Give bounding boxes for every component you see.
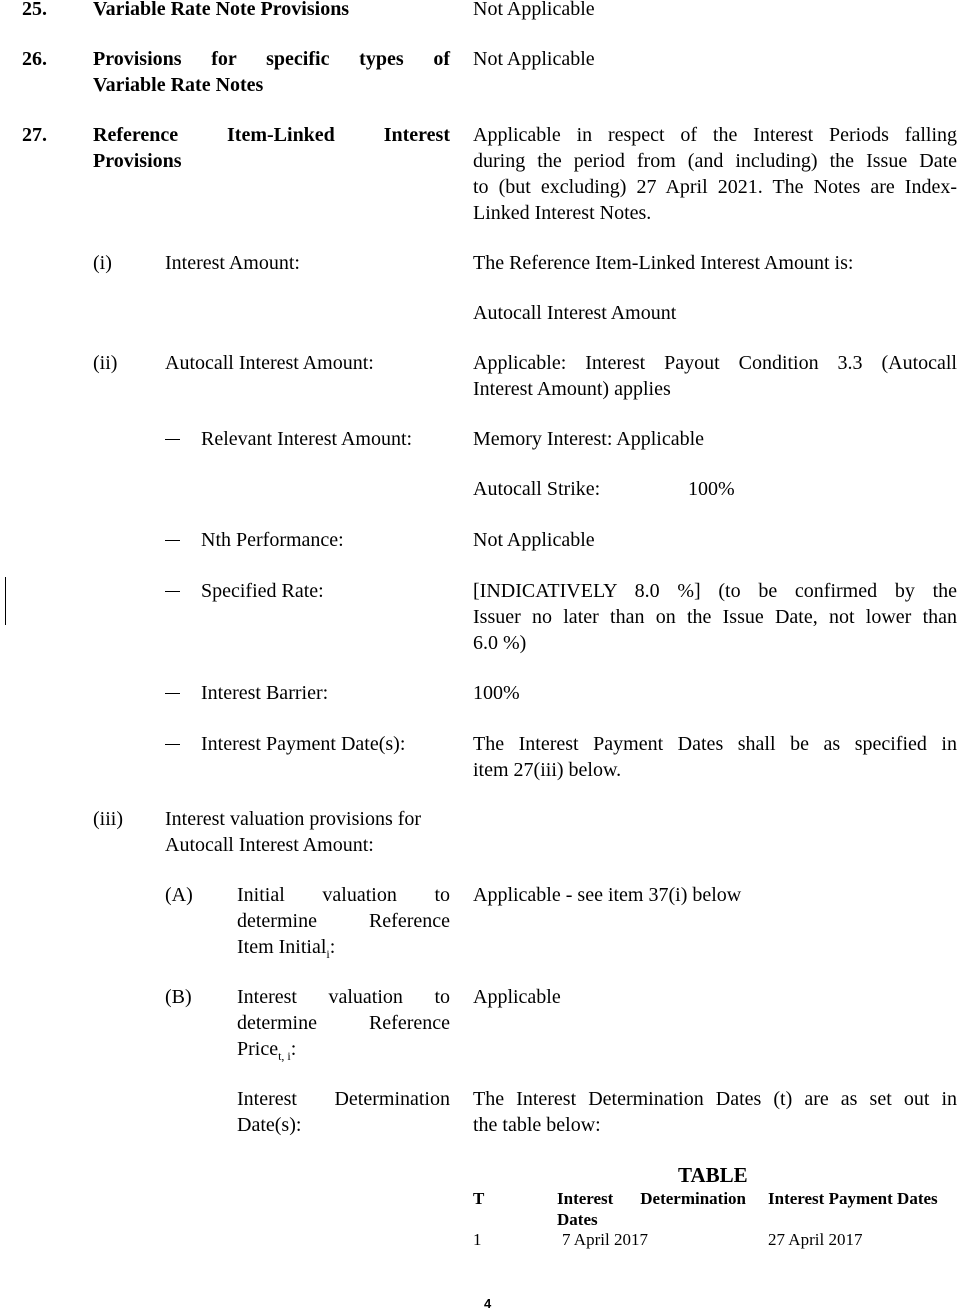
item-27-value-line4: Linked Interest Notes. (473, 202, 652, 224)
item-27-label-line1: Reference Item-Linked Interest (93, 124, 450, 146)
table-cell-t: 1 (473, 1230, 482, 1249)
table-header-determination-line1: Interest Determination (557, 1189, 746, 1208)
nth-performance-label: Nth Performance: (201, 529, 344, 551)
item-27-value-line1: Applicable in respect of the Interest Periods falling (473, 124, 957, 146)
sub-B-number: (B) (165, 986, 192, 1008)
interest-barrier-value: 100% (473, 682, 520, 704)
sub-ii-number: (ii) (93, 352, 118, 374)
sub-B-label-line2: determine Reference (237, 1012, 450, 1034)
item-27-label-line2: Provisions (93, 150, 182, 172)
sub-A-number: (A) (165, 884, 193, 906)
item-26-value: Not Applicable (473, 48, 595, 70)
sub-i-number: (i) (93, 252, 112, 274)
interest-barrier-label: Interest Barrier: (201, 682, 329, 704)
interest-payment-value-line1: The Interest Payment Dates shall be as specified in (473, 733, 957, 755)
sub-A-label-line2: determine Reference (237, 910, 450, 932)
interest-payment-value-line2: item 27(iii) below. (473, 759, 622, 781)
table-cell-determination: 7 April 2017 (562, 1230, 648, 1249)
item-26-label-line2: Variable Rate Notes (93, 74, 264, 96)
item-27-value-line2: during the period from (and including) the Issue Date (473, 150, 957, 172)
determination-value-line2: the table below: (473, 1114, 601, 1136)
relevant-interest-label: Relevant Interest Amount: (201, 428, 413, 450)
sub-i-label: Interest Amount: (165, 252, 300, 274)
table-cell-payment: 27 April 2017 (768, 1230, 863, 1249)
item-25-label: Variable Rate Note Provisions (93, 0, 350, 20)
sub-i-value2: Autocall Interest Amount (473, 302, 677, 324)
dash-bullet (165, 591, 180, 592)
dash-bullet (165, 540, 180, 541)
sub-ii-label: Autocall Interest Amount: (165, 352, 374, 374)
specified-rate-label: Specified Rate: (201, 580, 324, 602)
specified-rate-value-line3: 6.0 %) (473, 632, 527, 654)
sub-iii-label-line1: Interest valuation provisions for (165, 808, 422, 830)
sub-B-label-line1: Interest valuation to (237, 986, 450, 1008)
table-header-t: T (473, 1189, 485, 1208)
relevant-interest-value: Memory Interest: Applicable (473, 428, 705, 450)
sub-B-label-line3: Price$_{t, i}$: (237, 1038, 297, 1063)
table-header-determination-line2: Dates (557, 1210, 598, 1229)
item-26-label-line1: Provisions for specific types of (93, 48, 450, 70)
sub-A-label-line3: Item Initial$_i$: (237, 936, 336, 961)
table-header-payment: Interest Payment Dates (768, 1189, 938, 1208)
autocall-strike-label: Autocall Strike: (473, 478, 601, 500)
sub-A-label-line1: Initial valuation to (237, 884, 450, 906)
dash-bullet (165, 744, 180, 745)
determination-label-line1: Interest Determination (237, 1088, 450, 1110)
item-25-value: Not Applicable (473, 0, 595, 20)
sub-i-value: The Reference Item-Linked Interest Amount is: (473, 252, 854, 274)
sub-B-value: Applicable (473, 986, 561, 1008)
item-25-number: 25. (22, 0, 47, 20)
interest-payment-label: Interest Payment Date(s): (201, 733, 406, 755)
determination-label-line2: Date(s): (237, 1114, 302, 1136)
dash-bullet (165, 439, 180, 440)
sub-iii-label-line2: Autocall Interest Amount: (165, 834, 374, 856)
sub-ii-value-line1: Applicable: Interest Payout Condition 3.3 (Autocall (473, 352, 957, 374)
item-26-number: 26. (22, 48, 47, 70)
table-title: TABLE (678, 1163, 748, 1187)
sub-A-value: Applicable - see item 37(i) below (473, 884, 742, 906)
determination-value-line1: The Interest Determination Dates (t) are as set out in (473, 1088, 957, 1110)
dash-bullet (165, 693, 180, 694)
change-bar (5, 577, 6, 625)
page-number: 4 (484, 1296, 492, 1311)
specified-rate-value-line1: [INDICATIVELY 8.0 %] (to be confirmed by the (473, 580, 957, 602)
sub-ii-value-line2: Interest Amount) applies (473, 378, 671, 400)
nth-performance-value: Not Applicable (473, 529, 595, 551)
item-27-value-line3: to (but excluding) 27 April 2021. The Notes are Index- (473, 176, 957, 198)
autocall-strike-value: 100% (688, 478, 735, 500)
specified-rate-value-line2: Issuer no later than on the Issue Date, not lower than (473, 606, 957, 628)
sub-iii-number: (iii) (93, 808, 123, 830)
item-27-number: 27. (22, 124, 47, 146)
